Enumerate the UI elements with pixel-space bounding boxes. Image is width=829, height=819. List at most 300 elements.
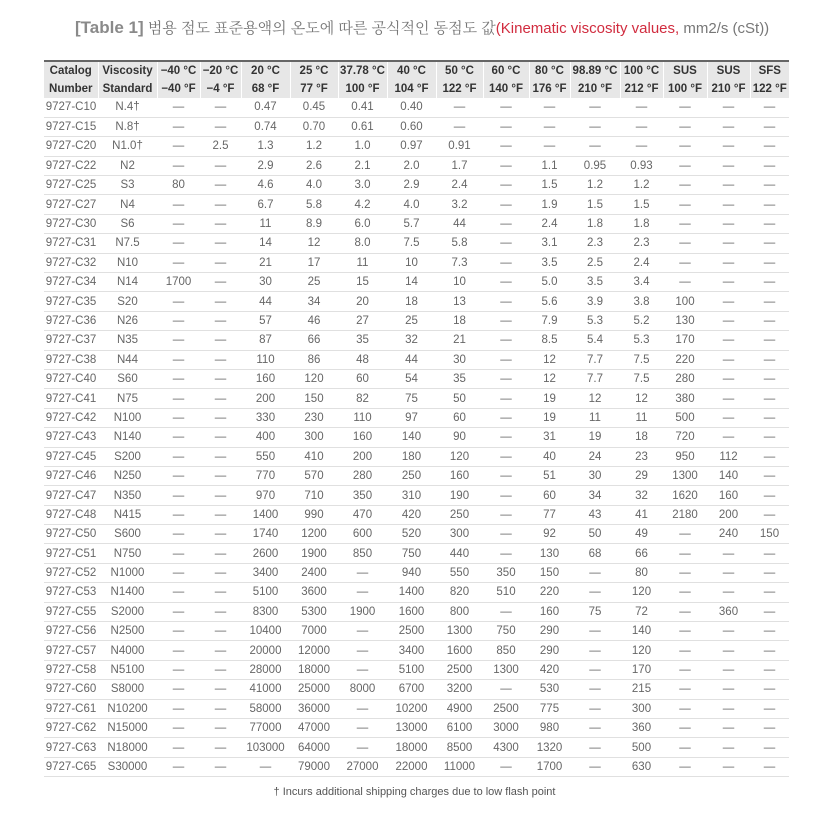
viscosity-value-cell: 1320 [529, 738, 570, 757]
viscosity-value-cell: 5.3 [570, 311, 620, 330]
catalog-number-cell: 9727-C52 [44, 563, 98, 582]
viscosity-value-cell: — [157, 447, 200, 466]
viscosity-value-cell: 8500 [436, 738, 483, 757]
viscosity-value-cell: 8000 [338, 680, 387, 699]
viscosity-value-cell: — [200, 622, 241, 641]
viscosity-value-cell: 103000 [241, 738, 290, 757]
viscosity-value-cell: — [338, 719, 387, 738]
viscosity-standard-cell: N.4† [98, 98, 157, 117]
viscosity-value-cell: 510 [483, 583, 529, 602]
viscosity-standard-cell: N1.0† [98, 137, 157, 156]
viscosity-value-cell: 2.3 [570, 234, 620, 253]
catalog-number-cell: 9727-C15 [44, 117, 98, 136]
viscosity-value-cell: — [750, 428, 789, 447]
viscosity-value-cell: 140 [620, 622, 663, 641]
viscosity-value-cell: 1.0 [338, 137, 387, 156]
column-header: 40 °C [387, 61, 436, 80]
viscosity-standard-cell: N15000 [98, 719, 157, 738]
table-body [44, 98, 789, 777]
viscosity-value-cell: — [663, 660, 707, 679]
catalog-number-cell: 9727-C56 [44, 622, 98, 641]
viscosity-value-cell: 800 [436, 602, 483, 621]
viscosity-value-cell: 1300 [483, 660, 529, 679]
table-row [44, 195, 789, 214]
viscosity-value-cell: — [707, 253, 750, 272]
viscosity-standard-cell: S20 [98, 292, 157, 311]
catalog-number-cell: 9727-C48 [44, 505, 98, 524]
viscosity-value-cell: — [707, 641, 750, 660]
viscosity-value-cell: — [570, 660, 620, 679]
viscosity-value-cell: — [663, 583, 707, 602]
viscosity-value-cell: 120 [436, 447, 483, 466]
viscosity-value-cell: 3600 [290, 583, 338, 602]
viscosity-value-cell: — [200, 234, 241, 253]
viscosity-value-cell: 2.4 [529, 214, 570, 233]
viscosity-value-cell: 1.3 [241, 137, 290, 156]
viscosity-value-cell: 1.9 [529, 195, 570, 214]
viscosity-value-cell: — [663, 525, 707, 544]
viscosity-value-cell: 220 [529, 583, 570, 602]
catalog-number-cell: 9727-C46 [44, 466, 98, 485]
viscosity-value-cell: 8.0 [338, 234, 387, 253]
table-row [44, 389, 789, 408]
viscosity-value-cell: — [570, 98, 620, 117]
catalog-number-cell: 9727-C37 [44, 331, 98, 350]
viscosity-value-cell: 360 [620, 719, 663, 738]
viscosity-value-cell: — [483, 408, 529, 427]
table-row [44, 137, 789, 156]
viscosity-value-cell: — [483, 602, 529, 621]
table-row [44, 98, 789, 117]
viscosity-value-cell: 970 [241, 486, 290, 505]
viscosity-value-cell: — [338, 641, 387, 660]
viscosity-value-cell: 280 [338, 466, 387, 485]
viscosity-value-cell: — [157, 563, 200, 582]
viscosity-value-cell: — [663, 622, 707, 641]
viscosity-value-cell: — [157, 699, 200, 718]
viscosity-value-cell: — [707, 699, 750, 718]
viscosity-value-cell: 5300 [290, 602, 338, 621]
viscosity-value-cell: — [200, 214, 241, 233]
table-row [44, 369, 789, 388]
catalog-number-cell: 9727-C65 [44, 757, 98, 776]
viscosity-value-cell: 41 [620, 505, 663, 524]
viscosity-value-cell: 7.7 [570, 350, 620, 369]
viscosity-value-cell: — [570, 563, 620, 582]
viscosity-value-cell: 140 [707, 466, 750, 485]
viscosity-value-cell: 77 [529, 505, 570, 524]
viscosity-value-cell: 7.5 [387, 234, 436, 253]
catalog-number-cell: 9727-C42 [44, 408, 98, 427]
viscosity-value-cell: — [157, 98, 200, 117]
viscosity-value-cell: 1.8 [570, 214, 620, 233]
viscosity-standard-cell: N10200 [98, 699, 157, 718]
viscosity-value-cell: 87 [241, 331, 290, 350]
viscosity-standard-cell: N26 [98, 311, 157, 330]
viscosity-value-cell: 21 [436, 331, 483, 350]
viscosity-value-cell: 3.4 [620, 273, 663, 292]
viscosity-value-cell: 54 [387, 369, 436, 388]
viscosity-value-cell: — [620, 117, 663, 136]
table-row [44, 699, 789, 718]
viscosity-standard-cell: S200 [98, 447, 157, 466]
viscosity-value-cell: 5.6 [529, 292, 570, 311]
viscosity-value-cell: — [570, 117, 620, 136]
catalog-number-cell: 9727-C43 [44, 428, 98, 447]
viscosity-value-cell: 0.40 [387, 98, 436, 117]
viscosity-value-cell: — [750, 369, 789, 388]
viscosity-standard-cell: N14 [98, 273, 157, 292]
viscosity-standard-cell: N7.5 [98, 234, 157, 253]
viscosity-value-cell: 25 [387, 311, 436, 330]
viscosity-value-cell: 80 [157, 176, 200, 195]
table-row [44, 544, 789, 563]
viscosity-value-cell: 1300 [663, 466, 707, 485]
viscosity-value-cell: — [200, 738, 241, 757]
viscosity-value-cell: — [570, 680, 620, 699]
viscosity-value-cell: 1.7 [436, 156, 483, 175]
viscosity-value-cell: — [200, 757, 241, 776]
column-header: 104 °F [387, 80, 436, 98]
viscosity-value-cell: 3400 [241, 563, 290, 582]
viscosity-value-cell: 350 [338, 486, 387, 505]
viscosity-value-cell: — [570, 622, 620, 641]
viscosity-standard-cell: N44 [98, 350, 157, 369]
viscosity-value-cell: 60 [338, 369, 387, 388]
viscosity-value-cell: 13 [436, 292, 483, 311]
viscosity-standard-cell: N5100 [98, 660, 157, 679]
viscosity-value-cell: 3.0 [338, 176, 387, 195]
viscosity-standard-cell: N75 [98, 389, 157, 408]
viscosity-value-cell: — [483, 176, 529, 195]
viscosity-value-cell: 12 [620, 389, 663, 408]
viscosity-value-cell: 1900 [290, 544, 338, 563]
column-header: 122 °F [436, 80, 483, 98]
viscosity-value-cell: 5.7 [387, 214, 436, 233]
viscosity-value-cell: — [200, 680, 241, 699]
viscosity-value-cell: 28000 [241, 660, 290, 679]
viscosity-value-cell: 410 [290, 447, 338, 466]
viscosity-value-cell: 10 [387, 253, 436, 272]
catalog-number-cell: 9727-C51 [44, 544, 98, 563]
viscosity-value-cell: — [483, 525, 529, 544]
viscosity-value-cell: 1.1 [529, 156, 570, 175]
viscosity-value-cell: 7.5 [620, 350, 663, 369]
viscosity-value-cell: — [707, 98, 750, 117]
viscosity-value-cell: 27 [338, 311, 387, 330]
viscosity-value-cell: — [157, 660, 200, 679]
viscosity-value-cell: 420 [387, 505, 436, 524]
catalog-number-cell: 9727-C10 [44, 98, 98, 117]
table-number-label: [Table 1] [75, 18, 144, 37]
viscosity-value-cell: 92 [529, 525, 570, 544]
viscosity-value-cell: — [707, 369, 750, 388]
viscosity-value-cell: — [750, 253, 789, 272]
viscosity-value-cell: — [200, 389, 241, 408]
viscosity-value-cell: 57 [241, 311, 290, 330]
viscosity-value-cell: — [157, 525, 200, 544]
viscosity-value-cell: 4.0 [387, 195, 436, 214]
viscosity-value-cell: 34 [570, 486, 620, 505]
viscosity-value-cell: 1.2 [620, 176, 663, 195]
viscosity-value-cell: — [707, 389, 750, 408]
viscosity-value-cell: — [157, 757, 200, 776]
viscosity-value-cell: 1.2 [290, 137, 338, 156]
viscosity-value-cell: 3200 [436, 680, 483, 699]
viscosity-value-cell: 5.0 [529, 273, 570, 292]
viscosity-value-cell: — [663, 273, 707, 292]
column-header: 20 °C [241, 61, 290, 80]
viscosity-value-cell: 7.7 [570, 369, 620, 388]
viscosity-value-cell: — [338, 699, 387, 718]
viscosity-value-cell: 1200 [290, 525, 338, 544]
viscosity-value-cell: — [157, 389, 200, 408]
viscosity-value-cell: 215 [620, 680, 663, 699]
viscosity-value-cell: — [750, 311, 789, 330]
viscosity-value-cell: — [483, 292, 529, 311]
column-header: −4 °F [200, 80, 241, 98]
viscosity-standard-cell: N35 [98, 331, 157, 350]
viscosity-value-cell: — [570, 719, 620, 738]
viscosity-value-cell: 46 [290, 311, 338, 330]
table-row [44, 757, 789, 776]
viscosity-value-cell: — [529, 117, 570, 136]
viscosity-value-cell: — [200, 369, 241, 388]
viscosity-value-cell: 15 [338, 273, 387, 292]
viscosity-value-cell: 5100 [387, 660, 436, 679]
catalog-number-cell: 9727-C20 [44, 137, 98, 156]
viscosity-value-cell: 980 [529, 719, 570, 738]
viscosity-standard-cell: N10 [98, 253, 157, 272]
viscosity-value-cell: 44 [436, 214, 483, 233]
table-row [44, 253, 789, 272]
viscosity-value-cell: — [483, 757, 529, 776]
viscosity-value-cell: 4300 [483, 738, 529, 757]
viscosity-value-cell: — [707, 622, 750, 641]
viscosity-value-cell: — [200, 156, 241, 175]
viscosity-value-cell: — [663, 602, 707, 621]
viscosity-value-cell: 150 [750, 525, 789, 544]
viscosity-value-cell: — [241, 757, 290, 776]
catalog-number-cell: 9727-C34 [44, 273, 98, 292]
viscosity-value-cell: — [750, 486, 789, 505]
viscosity-value-cell: 48 [338, 350, 387, 369]
viscosity-value-cell: 5.3 [620, 331, 663, 350]
column-header: 100 °F [338, 80, 387, 98]
viscosity-value-cell: — [750, 350, 789, 369]
viscosity-value-cell: — [620, 98, 663, 117]
viscosity-value-cell: 0.91 [436, 137, 483, 156]
viscosity-value-cell: — [750, 622, 789, 641]
viscosity-value-cell: — [200, 466, 241, 485]
viscosity-value-cell: 3000 [483, 719, 529, 738]
viscosity-value-cell: 2.0 [387, 156, 436, 175]
viscosity-value-cell: — [707, 273, 750, 292]
viscosity-value-cell: 300 [436, 525, 483, 544]
viscosity-value-cell: — [483, 311, 529, 330]
column-header: −20 °C [200, 61, 241, 80]
viscosity-value-cell: 710 [290, 486, 338, 505]
viscosity-value-cell: 2.4 [436, 176, 483, 195]
viscosity-value-cell: 400 [241, 428, 290, 447]
viscosity-standard-cell: N4 [98, 195, 157, 214]
table-title [75, 15, 815, 42]
catalog-number-cell: 9727-C38 [44, 350, 98, 369]
viscosity-value-cell: — [663, 214, 707, 233]
catalog-number-cell: 9727-C30 [44, 214, 98, 233]
viscosity-value-cell: 630 [620, 757, 663, 776]
column-header: −40 °F [157, 80, 200, 98]
catalog-number-cell: 9727-C50 [44, 525, 98, 544]
column-header: 77 °F [290, 80, 338, 98]
viscosity-value-cell: 11000 [436, 757, 483, 776]
viscosity-value-cell: 2500 [387, 622, 436, 641]
viscosity-value-cell: — [707, 544, 750, 563]
viscosity-value-cell: — [529, 137, 570, 156]
table-row [44, 117, 789, 136]
viscosity-value-cell: — [483, 544, 529, 563]
viscosity-value-cell: 300 [620, 699, 663, 718]
viscosity-value-cell: 13000 [387, 719, 436, 738]
viscosity-value-cell: 0.70 [290, 117, 338, 136]
viscosity-value-cell: 12 [290, 234, 338, 253]
viscosity-value-cell: 850 [338, 544, 387, 563]
column-header: 100 °F [663, 80, 707, 98]
viscosity-value-cell: 720 [663, 428, 707, 447]
viscosity-value-cell: — [750, 447, 789, 466]
viscosity-value-cell: — [200, 641, 241, 660]
viscosity-value-cell: — [157, 369, 200, 388]
viscosity-value-cell: — [707, 350, 750, 369]
viscosity-value-cell: — [663, 719, 707, 738]
column-header: −40 °C [157, 61, 200, 80]
viscosity-value-cell: — [707, 719, 750, 738]
viscosity-value-cell: — [200, 253, 241, 272]
viscosity-value-cell: — [483, 234, 529, 253]
viscosity-value-cell: — [750, 680, 789, 699]
viscosity-value-cell: 470 [338, 505, 387, 524]
viscosity-standard-cell: S30000 [98, 757, 157, 776]
viscosity-value-cell: 112 [707, 447, 750, 466]
viscosity-standard-cell: N18000 [98, 738, 157, 757]
viscosity-value-cell: 170 [663, 331, 707, 350]
column-header: SUS [707, 61, 750, 80]
viscosity-value-cell: — [157, 544, 200, 563]
viscosity-value-cell: — [483, 680, 529, 699]
viscosity-value-cell: 11 [620, 408, 663, 427]
viscosity-value-cell: 44 [241, 292, 290, 311]
table-row [44, 350, 789, 369]
column-header: SFS [750, 61, 789, 80]
viscosity-value-cell: 1600 [387, 602, 436, 621]
table-row [44, 428, 789, 447]
viscosity-value-cell: — [750, 719, 789, 738]
viscosity-value-cell: 1.5 [620, 195, 663, 214]
viscosity-value-cell: 11 [570, 408, 620, 427]
table-row [44, 486, 789, 505]
viscosity-value-cell: 25 [290, 273, 338, 292]
viscosity-value-cell: 2.1 [338, 156, 387, 175]
viscosity-value-cell: — [707, 757, 750, 776]
catalog-number-cell: 9727-C31 [44, 234, 98, 253]
viscosity-standard-cell: N2 [98, 156, 157, 175]
viscosity-value-cell: — [200, 98, 241, 117]
table-row [44, 660, 789, 679]
viscosity-value-cell: 520 [387, 525, 436, 544]
viscosity-value-cell: 850 [483, 641, 529, 660]
viscosity-value-cell: — [338, 660, 387, 679]
viscosity-value-cell: 18000 [387, 738, 436, 757]
viscosity-standard-cell: N350 [98, 486, 157, 505]
catalog-number-cell: 9727-C62 [44, 719, 98, 738]
table-row [44, 234, 789, 253]
viscosity-value-cell: 51 [529, 466, 570, 485]
viscosity-value-cell: — [157, 408, 200, 427]
viscosity-value-cell: — [707, 156, 750, 175]
column-header: 100 °C [620, 61, 663, 80]
viscosity-value-cell: — [200, 350, 241, 369]
viscosity-value-cell: 50 [570, 525, 620, 544]
viscosity-value-cell: 950 [663, 447, 707, 466]
viscosity-standard-cell: N2500 [98, 622, 157, 641]
viscosity-value-cell: 190 [436, 486, 483, 505]
viscosity-value-cell: 2500 [436, 660, 483, 679]
viscosity-value-cell: 24 [570, 447, 620, 466]
viscosity-value-cell: 3.5 [570, 273, 620, 292]
viscosity-value-cell: 29 [620, 466, 663, 485]
viscosity-value-cell: — [200, 273, 241, 292]
catalog-number-cell: 9727-C61 [44, 699, 98, 718]
viscosity-value-cell: — [750, 234, 789, 253]
viscosity-value-cell: 21 [241, 253, 290, 272]
viscosity-value-cell: — [707, 137, 750, 156]
viscosity-value-cell: 170 [620, 660, 663, 679]
table-row [44, 311, 789, 330]
viscosity-value-cell: 4.0 [290, 176, 338, 195]
viscosity-standard-cell: N100 [98, 408, 157, 427]
viscosity-value-cell: — [200, 176, 241, 195]
viscosity-value-cell: — [338, 738, 387, 757]
viscosity-value-cell: 34 [290, 292, 338, 311]
table-row [44, 273, 789, 292]
viscosity-standard-cell: S6 [98, 214, 157, 233]
table-row [44, 622, 789, 641]
viscosity-value-cell: — [200, 602, 241, 621]
column-header: 98.89 °C [570, 61, 620, 80]
viscosity-value-cell: — [663, 563, 707, 582]
viscosity-value-cell: — [529, 98, 570, 117]
catalog-number-cell: 9727-C22 [44, 156, 98, 175]
viscosity-value-cell: — [707, 311, 750, 330]
viscosity-value-cell: — [200, 331, 241, 350]
viscosity-value-cell: — [157, 350, 200, 369]
viscosity-value-cell: — [157, 214, 200, 233]
viscosity-value-cell: 100 [663, 292, 707, 311]
viscosity-value-cell: 220 [663, 350, 707, 369]
catalog-number-cell: 9727-C32 [44, 253, 98, 272]
title-units-text: mm2/s (cSt)) [679, 20, 770, 37]
viscosity-value-cell: 1740 [241, 525, 290, 544]
column-header: 210 °F [570, 80, 620, 98]
viscosity-value-cell: 17 [290, 253, 338, 272]
viscosity-value-cell: 10400 [241, 622, 290, 641]
viscosity-value-cell: 1300 [436, 622, 483, 641]
viscosity-value-cell: — [200, 292, 241, 311]
viscosity-value-cell: 82 [338, 389, 387, 408]
viscosity-value-cell: — [157, 195, 200, 214]
viscosity-value-cell: 19 [529, 389, 570, 408]
viscosity-value-cell: 180 [387, 447, 436, 466]
